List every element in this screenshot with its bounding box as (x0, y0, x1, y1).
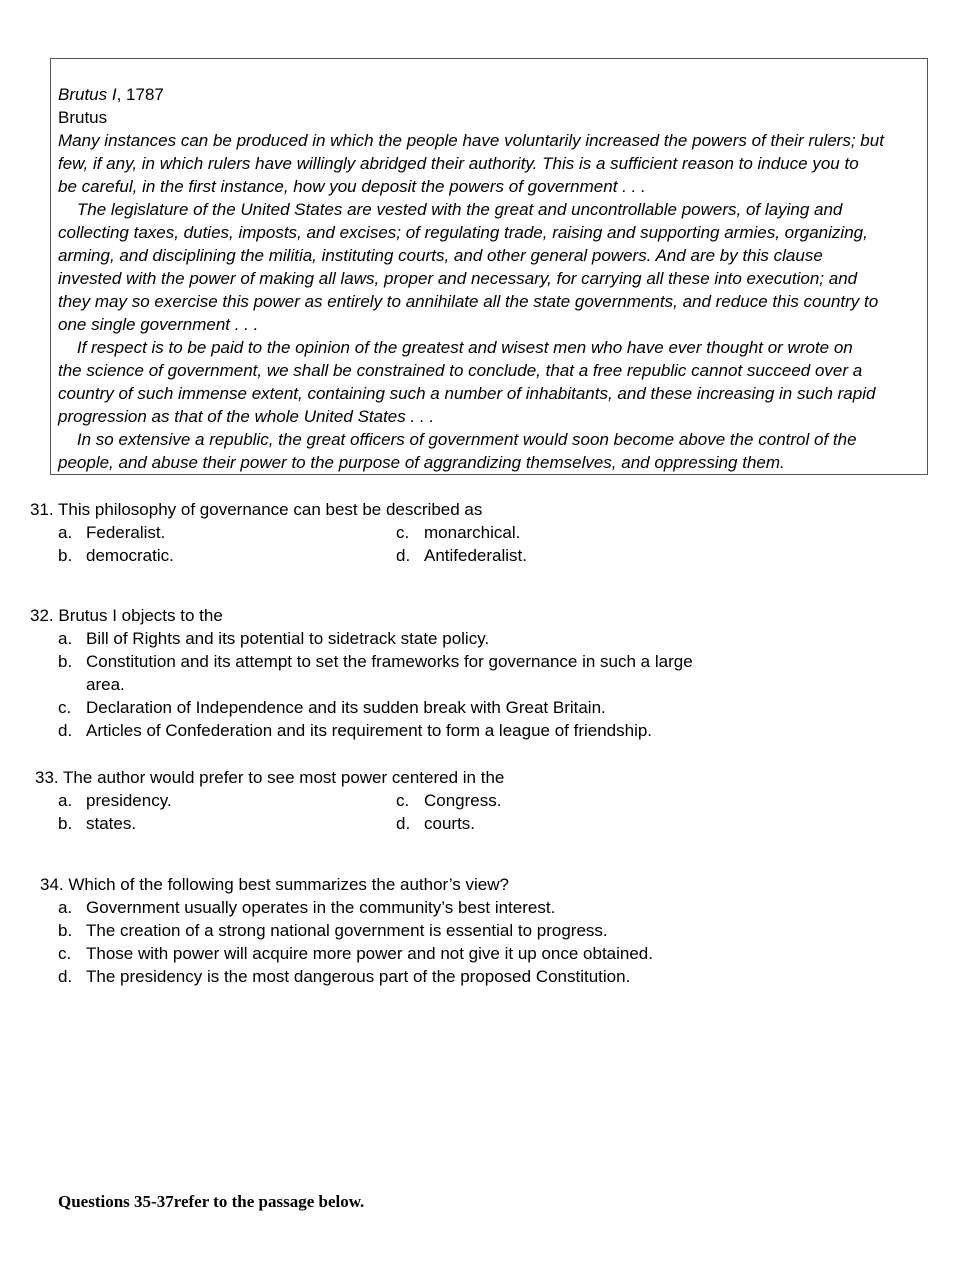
option-letter: c. (58, 944, 72, 963)
option-letter: d. (396, 814, 411, 833)
option-letter: a. (58, 898, 73, 917)
passage-line: Many instances can be produced in which the people have voluntarily increased the powers of their rulers; but (58, 131, 884, 150)
option-text: presidency. (86, 791, 172, 810)
section-footer: Questions 35-37refer to the passage below. (58, 1192, 365, 1211)
option-text: Those with power will acquire more power and not give it up once obtained. (86, 944, 653, 963)
option-text: Congress. (424, 791, 502, 810)
option-letter: c. (396, 523, 410, 542)
passage-line: be careful, in the first instance, how you deposit the powers of government . . . (58, 177, 646, 196)
passage-line: If respect is to be paid to the opinion of the greatest and wisest men who have ever thought or wrote on (58, 338, 853, 357)
passage-title: Brutus I (58, 85, 117, 104)
option-text: Federalist. (86, 523, 166, 542)
passage-line: people, and abuse their power to the purpose of aggrandizing themselves, and oppressing them. (58, 453, 785, 472)
option-text: The creation of a strong national government is essential to progress. (86, 921, 608, 940)
option-text: Bill of Rights and its potential to sidetrack state policy. (86, 629, 490, 648)
option-letter: b. (58, 546, 73, 565)
option-text: states. (86, 814, 137, 833)
passage-author: Brutus (58, 108, 108, 127)
option-letter: c. (396, 791, 410, 810)
option-letter: a. (58, 791, 73, 810)
option-text: Articles of Confederation and its requirement to form a league of friendship. (86, 721, 653, 740)
option-text: courts. (424, 814, 476, 833)
passage-line: collecting taxes, duties, imposts, and excises; of regulating trade, raising and supporting armies, organizing, (58, 223, 868, 242)
option-letter: d. (396, 546, 411, 565)
option-letter: b. (58, 652, 73, 671)
passage-line: In so extensive a republic, the great officers of government would soon become above the control of the (58, 430, 857, 449)
passage-line: one single government . . . (58, 315, 259, 334)
option-letter: b. (58, 814, 73, 833)
passage-line: the science of government, we shall be constrained to conclude, that a free republic cannot succeed over a (58, 361, 863, 380)
option-letter: c. (58, 698, 72, 717)
option-letter: b. (58, 921, 73, 940)
question-stem: 32. Brutus I objects to the (30, 606, 223, 625)
passage-line: few, if any, in which rulers have willingly abridged their authority. This is a sufficient reason to induce you to (58, 154, 859, 173)
passage-line: country of such immense extent, containing such a number of inhabitants, and these increasing in such rapid (58, 384, 876, 403)
passage-line: arming, and disciplining the militia, instituting courts, and other general powers. And are by this clause (58, 246, 823, 265)
question-stem: 33. The author would prefer to see most power centered in the (35, 768, 505, 787)
passage-year: , 1787 (116, 85, 164, 104)
question-stem: 31. This philosophy of governance can best be described as (30, 500, 483, 519)
option-text: democratic. (86, 546, 174, 565)
passage-line: The legislature of the United States are vested with the great and uncontrollable powers, of laying and (58, 200, 843, 219)
option-text: Constitution and its attempt to set the frameworks for governance in such a large (86, 652, 693, 671)
option-text: Government usually operates in the community’s best interest. (86, 898, 556, 917)
option-text: Antifederalist. (424, 546, 527, 565)
passage-line: they may so exercise this power as entirely to annihilate all the state governments, and reduce this country to (58, 292, 879, 311)
passage-heading (58, 83, 164, 106)
passage-line: invested with the power of making all laws, proper and necessary, for carrying all these into execution; and (58, 269, 858, 288)
option-text: Declaration of Independence and its sudden break with Great Britain. (86, 698, 606, 717)
option-letter: a. (58, 523, 73, 542)
option-text: The presidency is the most dangerous part of the proposed Constitution. (86, 967, 631, 986)
option-text: area. (86, 675, 125, 694)
option-letter: a. (58, 629, 73, 648)
option-letter: d. (58, 967, 73, 986)
passage-line: progression as that of the whole United States . . . (58, 407, 435, 426)
option-letter: d. (58, 721, 73, 740)
question-stem: 34. Which of the following best summarizes the author’s view? (40, 875, 509, 894)
option-text: monarchical. (424, 523, 521, 542)
